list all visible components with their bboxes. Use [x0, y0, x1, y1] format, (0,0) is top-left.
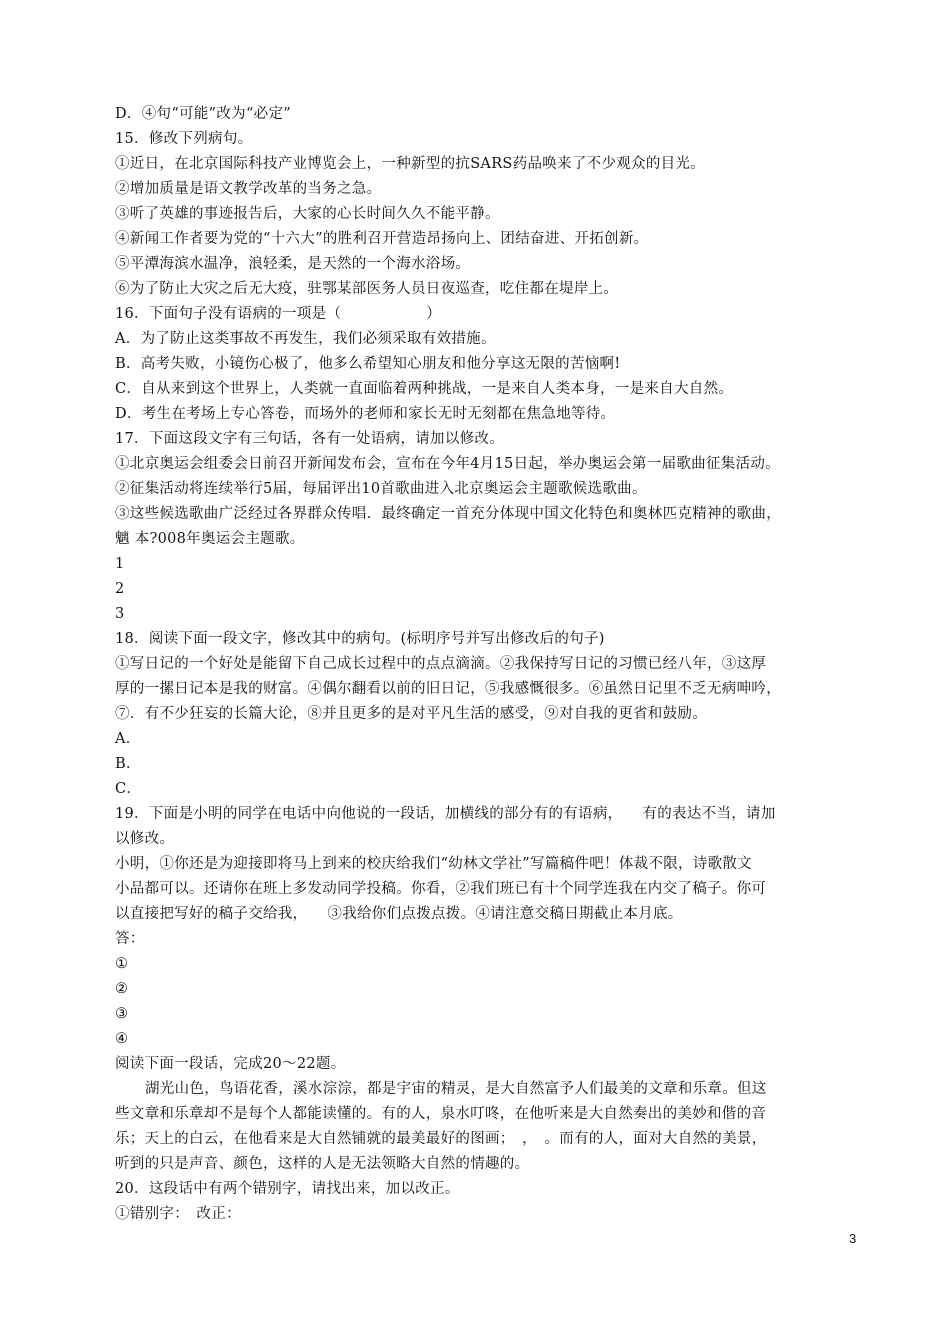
passage-line: 些文章和乐章却不是每个人都能读懂的。有的人，泉水叮咚，在他听来是大自然奏出的美妙和偕的音 [115, 1106, 767, 1122]
answer-label: B． [115, 756, 141, 772]
text-line: ③这些候选歌曲广泛经过各界群众传唱．最终确定一首充分体现中国文化特色和奥林匹克精神的歌曲， [115, 506, 781, 522]
answer-number: 1 [115, 556, 125, 572]
text-line: ④新闻工作者要为党的“十六大”的胜利召开营造昂扬向上、团结奋进、开拓创新。 [115, 231, 649, 247]
text-line: ⑤平潭海滨水温净，浪轻柔，是天然的一个海水浴场。 [115, 256, 471, 272]
reading-instruction: 阅读下面一段话，完成20～22题。 [115, 1056, 346, 1072]
text-line: 小明，①你还是为迎接即将马上到来的校庆给我们“幼林文学社”写篇稿件吧！体裁不限，诗歌散文 [115, 856, 753, 872]
text-line: 魑 本?008年奥运会主题歌。 [115, 531, 305, 547]
text-line: ③听了英雄的事迹报告后，大家的心长时间久久不能平静。 [115, 206, 500, 222]
answer-number: 3 [115, 606, 125, 622]
answer-number: 2 [115, 581, 125, 597]
answer-number: ③ [115, 1006, 129, 1022]
text-part-1: 以直接把写好的稿子交给我， [115, 906, 308, 922]
text-line: 厚的一摞日记本是我的财富。④偶尔翻看以前的旧日记，⑤我感慨很多。⑥虽然日记里不乏无病呻吟， [115, 681, 781, 697]
option-b: B．高考失败，小镜伤心极了，他多么希望知心朋友和他分享这无限的苦恼啊! [115, 356, 621, 372]
text-part-2: ③我给你们点拨点拨。④请注意交稿日期截止本月底。 [327, 906, 683, 922]
question-19-part-2: 有的表达不当，请加 [642, 806, 776, 822]
text-line: ①近日，在北京国际科技产业博览会上，一种新型的抗SARS药品唤来了不少观众的目光。 [115, 156, 706, 172]
question-16-prompt: 16．下面句子没有语病的一项是（ [115, 306, 342, 322]
text-line: ⑦．有不少狂妄的长篇大论，⑧并且更多的是对平凡生活的感受，⑨对自我的更省和鼓励。 [115, 706, 707, 722]
question-19-heading [115, 804, 776, 824]
option-c: C．自从来到这个世界上，人类就一直面临着两种挑战，一是来自人类本身，一是来自大自然。 [115, 381, 734, 397]
text-line: 小品都可以。还请你在班上多发动同学投稿。你看，②我们班已有十个同学连我在内交了稿子。你可 [115, 881, 767, 897]
question-19-part-1: 19．下面是小明的同学在电话中向他说的一段话，加横线的部分有的有语病， [115, 806, 623, 822]
answer-number: ④ [115, 1031, 129, 1047]
answer-number: ① [115, 956, 129, 972]
option-d: D．考生在考场上专心答卷，而场外的老师和家长无时无刻都在焦急地等待。 [115, 406, 616, 422]
text-line: 以修改。 [115, 831, 175, 847]
question-20-heading: 20．这段话中有两个错别字，请找出来，加以改正。 [115, 1181, 460, 1197]
question-16-heading [115, 304, 441, 324]
passage-line: 乐；天上的白云，在他看来是大自然铺就的最美最好的图画； ， 。而有的人，面对大自然的美景， [115, 1131, 767, 1147]
passage-line: 湖光山色，鸟语花香，溪水淙淙，都是宇宙的精灵，是大自然富予人们最美的文章和乐章。但这 [145, 1081, 767, 1097]
text-line: ⑥为了防止大灾之后无大疫，驻鄂某部医务人员日夜巡查，吃住都在堤岸上。 [115, 281, 619, 297]
option-a: A．为了防止这类事故不再发生，我们必须采取有效措施。 [115, 331, 496, 347]
page-number: 3 [849, 1231, 857, 1246]
passage-line: 听到的只是声音、颜色，这样的人是无法领略大自然的情趣的。 [115, 1156, 530, 1172]
text-line: ②征集活动将连续举行5届，每届评出10首歌曲进入北京奥运会主题歌候选歌曲。 [115, 481, 647, 497]
answer-label: 答： [115, 931, 145, 947]
close-paren: ） [426, 306, 442, 322]
text-line: ②增加质量是语文教学改革的当务之急。 [115, 181, 382, 197]
question-15-heading: 15．修改下列病句。 [115, 131, 253, 147]
answer-label: A． [115, 731, 141, 747]
answer-line: ①错别字： 改正： [115, 1206, 241, 1222]
question-17-heading: 17．下面这段文字有三句话，各有一处语病，请加以修改。 [115, 431, 505, 447]
text-line: ①写日记的一个好处是能留下自己成长过程中的点点滴滴。②我保持写日记的习惯已经八年，③这厚 [115, 656, 767, 672]
text-line: D．④句“可能”改为“必定” [115, 106, 291, 122]
text-line: ①北京奥运会组委会日前召开新闻发布会，宣布在今年4月15日起，举办奥运会第一届歌曲征集活动。 [115, 456, 780, 472]
text-line [115, 904, 683, 924]
question-18-heading: 18．阅读下面一段文字，修改其中的病句。(标明序号并写出修改后的句子) [115, 631, 605, 647]
answer-label: C． [115, 781, 142, 797]
answer-number: ② [115, 981, 129, 997]
